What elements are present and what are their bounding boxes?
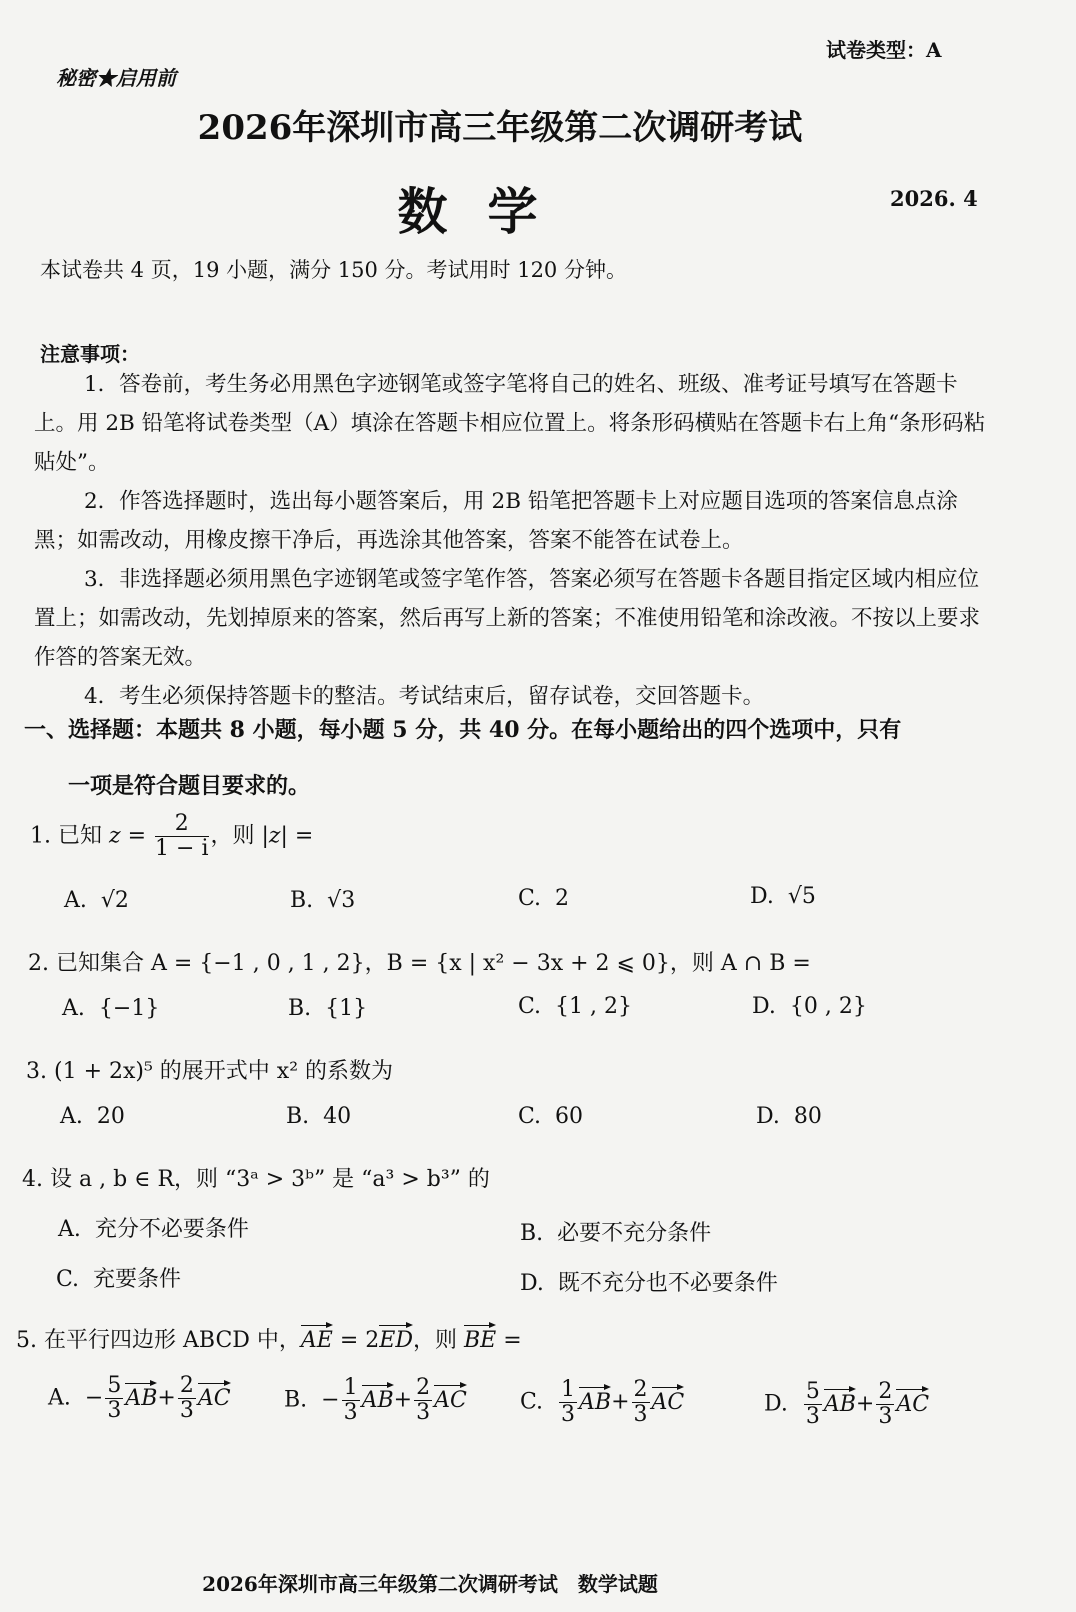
option-text: {1}	[325, 996, 368, 1021]
option-d	[520, 1266, 778, 1297]
denominator: 3	[633, 1402, 648, 1428]
option-c	[518, 1104, 583, 1129]
option-a	[62, 996, 159, 1021]
numerator: 2	[878, 1379, 893, 1404]
question-text: 已知集合 A = {−1 , 0 , 1 , 2}，B = {x | x² − 3x + 2 ⩽ 0}，则 A ∩ B =	[56, 951, 811, 976]
option-letter: D.	[752, 994, 776, 1019]
exam-title: 2026年深圳市高三年级第二次调研考试	[197, 108, 803, 148]
vector-be: BE	[464, 1322, 496, 1353]
math-op: =	[120, 823, 147, 849]
notes-heading: 注意事项：	[40, 342, 140, 366]
question-text: 已知	[58, 823, 103, 849]
math-op: +	[393, 1387, 413, 1413]
option-d	[752, 994, 867, 1019]
vector-ae: AE	[301, 1322, 333, 1353]
option-c	[518, 994, 632, 1019]
denominator: 3	[561, 1402, 576, 1428]
notes-list	[34, 362, 994, 716]
fraction	[804, 1380, 822, 1429]
note-item: 2．作答选择题时，选出每小题答案后，用 2B 铅笔把答题卡上对应题目选项的答案信息点涂黑；如需改动，用橡皮擦干净后，再选涂其他答案，答案不能答在试卷上。	[34, 489, 958, 553]
denominator: 3	[805, 1404, 820, 1430]
section-one-line1: 一、选择题：本题共 8 小题，每小题 5 分，共 40 分。在每小题给出的四个选项中，只有	[24, 717, 902, 743]
option-text: 40	[323, 1104, 352, 1129]
option-text: √5	[787, 884, 816, 909]
note-item: 3．非选择题必须用黑色字迹钢笔或签字笔作答，答案必须写在答题卡各题目指定区域内相应位置上；如需改动，先划掉原来的答案，然后再写上新的答案；不准使用铅笔和涂改液。不按以上要求作答的答案无效。	[34, 567, 981, 670]
question-number: 3.	[26, 1059, 47, 1084]
option-letter: B.	[286, 1104, 310, 1129]
vector-ac: AC	[434, 1382, 467, 1413]
math-var: z	[268, 823, 281, 849]
option-d	[756, 1104, 822, 1129]
option-letter: C.	[518, 994, 542, 1019]
subject-title: 数学	[397, 182, 578, 241]
vector-ab: AB	[362, 1382, 394, 1413]
option-letter: A.	[62, 996, 85, 1021]
option-b	[290, 888, 355, 913]
option-b	[520, 1216, 711, 1247]
denominator: 3	[107, 1398, 122, 1424]
option-text: √2	[100, 888, 129, 913]
note-item: 1．答卷前，考生务必用黑色字迹钢笔或签字笔将自己的姓名、班级、准考证号填写在答题卡上。用 2B 铅笔将试卷类型（A）填涂在答题卡相应位置上。将条形码横贴在答题卡右上角“条形码粘贴处”。	[34, 372, 986, 475]
question-text: ，则 |	[210, 823, 269, 849]
question-text: (1 + 2x)⁵ 的展开式中 x² 的系数为	[54, 1059, 394, 1084]
vector-ab: AB	[579, 1384, 611, 1415]
fraction	[342, 1376, 360, 1425]
vector-ac: AC	[198, 1380, 231, 1411]
math-op: −	[321, 1387, 340, 1413]
option-letter: C.	[518, 1104, 542, 1129]
numerator: 2	[155, 812, 208, 837]
denominator: 3	[416, 1400, 431, 1426]
option-c	[518, 886, 569, 911]
option-text: {−1}	[98, 996, 160, 1021]
option-text: 2	[555, 886, 570, 911]
option-text: {1 , 2}	[555, 994, 633, 1019]
paper-type-label: 试卷类型：A	[826, 38, 942, 62]
option-letter: A.	[58, 1217, 81, 1242]
math-op: +	[157, 1385, 176, 1411]
numerator: 5	[107, 1373, 122, 1398]
note-item: 4．考生必须保持答题卡的整洁。考试结束后，留存试卷，交回答题卡。	[84, 684, 765, 709]
option-a	[64, 888, 129, 913]
option-letter: D.	[756, 1104, 780, 1129]
option-a	[58, 1212, 249, 1243]
option-text: {0 , 2}	[789, 994, 867, 1019]
math-op: = 2	[332, 1328, 380, 1353]
math-op: +	[855, 1391, 875, 1417]
option-d	[764, 1380, 929, 1429]
question-text: 设 a , b ∈ R，则 “3ᵃ > 3ᵇ” 是 “a³ > b³” 的	[50, 1167, 490, 1192]
option-letter: A.	[60, 1104, 83, 1129]
vector-ab: AB	[824, 1386, 856, 1417]
option-b	[288, 996, 367, 1021]
denominator: 1 − i	[155, 836, 209, 862]
option-letter: B.	[520, 1221, 544, 1246]
question-4	[22, 1162, 490, 1193]
question-number: 1.	[30, 823, 51, 849]
option-text: 20	[96, 1104, 125, 1129]
option-b	[284, 1376, 467, 1425]
question-number: 2.	[28, 951, 49, 976]
question-number: 4.	[22, 1167, 43, 1192]
question-text: 在平行四边形 ABCD 中，	[44, 1328, 301, 1353]
numerator: 2	[416, 1375, 431, 1400]
option-letter: C.	[56, 1267, 80, 1292]
option-letter: A.	[64, 888, 87, 913]
fraction	[155, 812, 208, 861]
numerator: 1	[561, 1377, 576, 1402]
math-var: z	[109, 823, 121, 849]
question-3	[26, 1054, 393, 1085]
question-5	[16, 1322, 522, 1354]
fraction	[105, 1374, 123, 1423]
fraction	[414, 1376, 432, 1425]
question-text: ，则	[413, 1328, 464, 1353]
option-c	[56, 1262, 181, 1293]
question-number: 5.	[16, 1328, 37, 1353]
option-text: 必要不充分条件	[557, 1221, 712, 1246]
math-op: =	[496, 1328, 522, 1353]
question-2	[28, 946, 811, 977]
secret-label: 秘密★启用前	[56, 66, 176, 90]
vector-ed: ED	[379, 1322, 413, 1353]
denominator: 3	[179, 1398, 194, 1424]
option-d	[750, 884, 816, 909]
vector-ac: AC	[652, 1384, 685, 1415]
fraction	[876, 1380, 894, 1429]
option-a	[60, 1104, 125, 1129]
math-op: | =	[280, 823, 314, 849]
option-a	[48, 1374, 231, 1423]
option-letter: B.	[284, 1387, 308, 1413]
option-letter: C.	[518, 886, 542, 911]
fraction	[178, 1374, 196, 1423]
math-op: −	[84, 1385, 104, 1411]
option-letter: D.	[764, 1391, 788, 1417]
math-op: +	[611, 1389, 630, 1415]
option-letter: C.	[520, 1389, 544, 1415]
option-letter: B.	[288, 996, 312, 1021]
numerator: 5	[805, 1379, 820, 1404]
option-text: 80	[793, 1104, 822, 1129]
vector-ac: AC	[896, 1386, 929, 1417]
fraction	[559, 1378, 577, 1427]
option-text: √3	[327, 888, 356, 913]
option-text: 充要条件	[93, 1267, 182, 1292]
option-b	[286, 1104, 351, 1129]
option-c	[520, 1378, 684, 1427]
numerator: 2	[633, 1377, 648, 1402]
section-one-heading	[24, 702, 1014, 814]
option-text: 充分不必要条件	[94, 1217, 249, 1242]
denominator: 3	[878, 1404, 893, 1430]
option-letter: D.	[750, 884, 774, 909]
option-letter: D.	[520, 1271, 544, 1296]
option-letter: A.	[48, 1385, 71, 1411]
exam-info: 本试卷共 4 页，19 小题，满分 150 分。考试用时 120 分钟。	[40, 258, 627, 282]
numerator: 2	[179, 1373, 194, 1398]
option-letter: B.	[290, 888, 314, 913]
fraction	[632, 1378, 650, 1427]
page-footer: 2026年深圳市高三年级第二次调研考试 数学试题	[202, 1572, 658, 1596]
vector-ab: AB	[125, 1380, 157, 1411]
denominator: 3	[343, 1400, 358, 1426]
option-text: 60	[555, 1104, 584, 1129]
section-one-line2: 一项是符合题目要求的。	[68, 773, 311, 799]
numerator: 1	[343, 1375, 358, 1400]
exam-date: 2026. 4	[890, 186, 978, 211]
question-1	[30, 812, 313, 861]
option-text: 既不充分也不必要条件	[557, 1271, 778, 1296]
